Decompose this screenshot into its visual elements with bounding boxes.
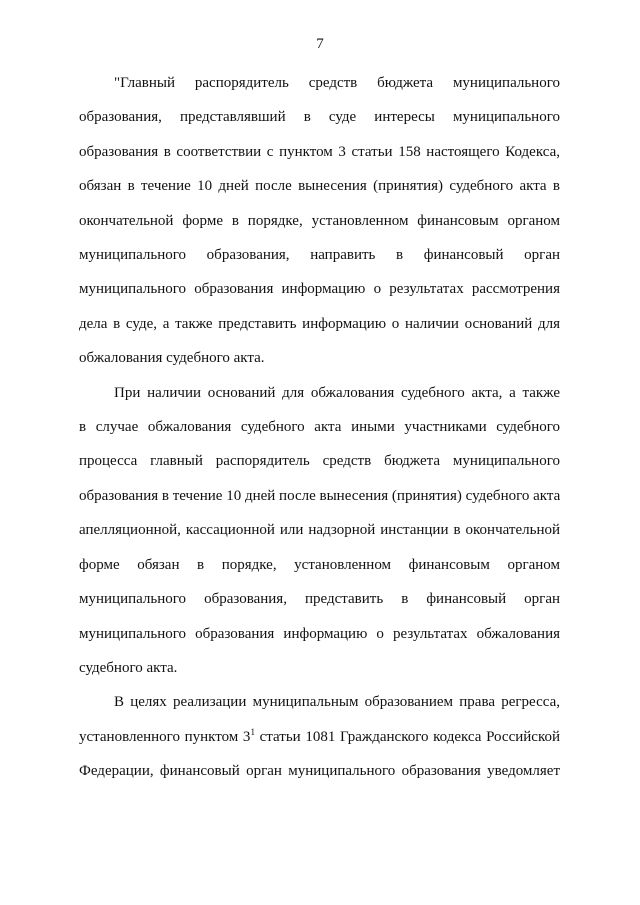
paragraph-2 (79, 376, 560, 686)
text-fragment: статьи 1081 Гражданского кодекса Российской (259, 728, 561, 745)
paragraph-1 (79, 66, 560, 376)
text-line: муниципального образования информацию о результатах рассмотрения (79, 281, 560, 298)
text-line: в случае обжалования судебного акта иными участниками судебного (79, 419, 560, 436)
text-line: дела в суде, а также представить информацию о наличии оснований для (79, 315, 560, 332)
page-number: 7 (316, 36, 324, 52)
text-line: обязан в течение 10 дней после вынесения (принятия) судебного акта в (79, 178, 560, 195)
text-line: обжалования судебного акта. (79, 350, 265, 367)
text-line: окончательной форме в порядке, установленном финансовым органом (79, 212, 560, 229)
paragraph-3 (79, 685, 560, 788)
text-line: образования в течение 10 дней после вынесения (принятия) судебного акта (79, 487, 561, 504)
text-line: образования, представлявший в суде интересы муниципального (79, 109, 560, 126)
text-line: апелляционной, кассационной или надзорной инстанции в окончательной (79, 522, 560, 539)
text-line: "Главный распорядитель средств бюджета муниципального (114, 75, 560, 91)
superscript: 1 (250, 726, 255, 737)
text-line: судебного акта. (79, 659, 178, 676)
text-line (79, 720, 560, 754)
text-line: образования в соответствии с пунктом 3 статьи 158 настоящего Кодекса, (79, 143, 560, 160)
document-body (79, 66, 560, 789)
text-line: форме обязан в порядке, установленном финансовым органом (79, 556, 560, 573)
text-line: муниципального образования, представить в финансовый орган (79, 591, 560, 608)
text-line: муниципального образования, направить в финансовый орган (79, 247, 560, 264)
text-line: В целях реализации муниципальным образованием права регресса, (114, 694, 560, 711)
text-fragment: установленного пунктом 3 (79, 728, 251, 745)
text-line: муниципального образования информацию о результатах обжалования (79, 625, 560, 642)
text-line: Федерации, финансовый орган муниципального образования уведомляет (79, 763, 560, 780)
text-line: процесса главный распорядитель средств бюджета муниципального (79, 453, 560, 470)
text-line: При наличии оснований для обжалования судебного акта, а также (114, 384, 560, 401)
